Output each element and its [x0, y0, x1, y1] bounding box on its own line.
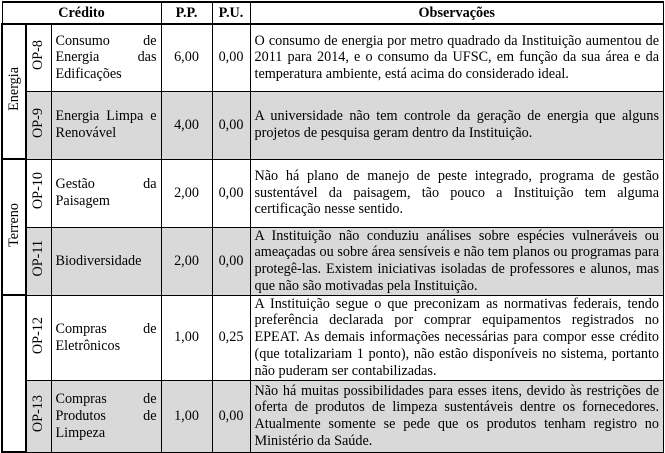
header-credito: Crédito — [2, 2, 161, 24]
row-obs: A universidade não tem controle da geração de energia que alguns projetos de pesquisa geram dentro da Instituição. — [250, 91, 664, 159]
header-pp: P.P. — [161, 2, 212, 24]
row-code: OP-11 — [30, 240, 47, 277]
table-row — [2, 159, 664, 227]
credits-table — [1, 1, 664, 453]
table-row — [2, 380, 664, 452]
group-third — [2, 295, 26, 452]
row-name: Consumo de Energia das Edificações — [51, 24, 161, 91]
group-terreno — [2, 159, 26, 295]
row-obs: A Instituição não conduziu análises sobre espécies vulneráveis ou ameaçadas ou sobre área sensíveis e não tem planos ou programas para protegê-las. Existem iniciativas isoladas de professores e alunos, mas que não são motivadas pela Instituição. — [250, 227, 664, 295]
row-name: Energia Limpa e Renovável — [51, 91, 161, 159]
table-row — [2, 295, 664, 380]
row-pu: 0,00 — [212, 227, 250, 295]
row-pp: 1,00 — [161, 380, 212, 452]
row-pp: 4,00 — [161, 91, 212, 159]
group-label: Terreno — [5, 202, 22, 247]
row-pu: 0,00 — [212, 159, 250, 227]
row-pp: 6,00 — [161, 24, 212, 91]
row-pu: 0,00 — [212, 91, 250, 159]
row-code: OP-10 — [30, 172, 47, 210]
row-pp: 2,00 — [161, 159, 212, 227]
group-energia — [2, 24, 26, 159]
header-pu: P.U. — [212, 2, 250, 24]
row-name: Gestão da Paisagem — [51, 159, 161, 227]
row-obs: O consumo de energia por metro quadrado da Instituição aumentou de 2011 para 2014, e o consumo da UFSC, em função da sua área e da temperatura ambiente, está acima do considerado ideal. — [250, 24, 664, 91]
table-row — [2, 24, 664, 91]
header-observacoes: Observações — [250, 2, 664, 24]
row-code: OP-8 — [30, 40, 47, 71]
row-code: OP-9 — [30, 107, 47, 138]
row-code: OP-13 — [30, 395, 47, 433]
row-pp: 1,00 — [161, 295, 212, 380]
row-obs: Não há muitas possibilidades para esses itens, devido às restrições de oferta de produtos de limpeza sustentáveis dentre os fornecedores. Atualmente somente se pede que os produtos tenham registro no Ministério da Saúde. — [250, 380, 664, 452]
row-pu: 0,00 — [212, 24, 250, 91]
row-pu: 0,25 — [212, 295, 250, 380]
table-header — [2, 2, 664, 24]
row-obs: A Instituição segue o que preconizam as normativas federais, tendo preferência declarada por comprar equipamentos registrados no EPEAT. As demais informações necessárias para compor esse crédito (que totalizariam 1 ponto), não estão disponíveis no sistema, portanto não puderam ser contabilizadas. — [250, 295, 664, 380]
group-label: Energia — [5, 67, 22, 112]
row-pu: 0,00 — [212, 380, 250, 452]
row-name: Biodiversidade — [51, 227, 161, 295]
row-code: OP-12 — [30, 316, 47, 354]
row-name: Compras de Eletrônicos — [51, 295, 161, 380]
table-row — [2, 91, 664, 159]
row-pp: 2,00 — [161, 227, 212, 295]
row-name: Compras de Produtos de Limpeza — [51, 380, 161, 452]
table-row — [2, 227, 664, 295]
row-obs: Não há plano de manejo de peste integrado, programa de gestão sustentável da paisagem, tão pouco a Instituição tem alguma certificação nesse sentido. — [250, 159, 664, 227]
